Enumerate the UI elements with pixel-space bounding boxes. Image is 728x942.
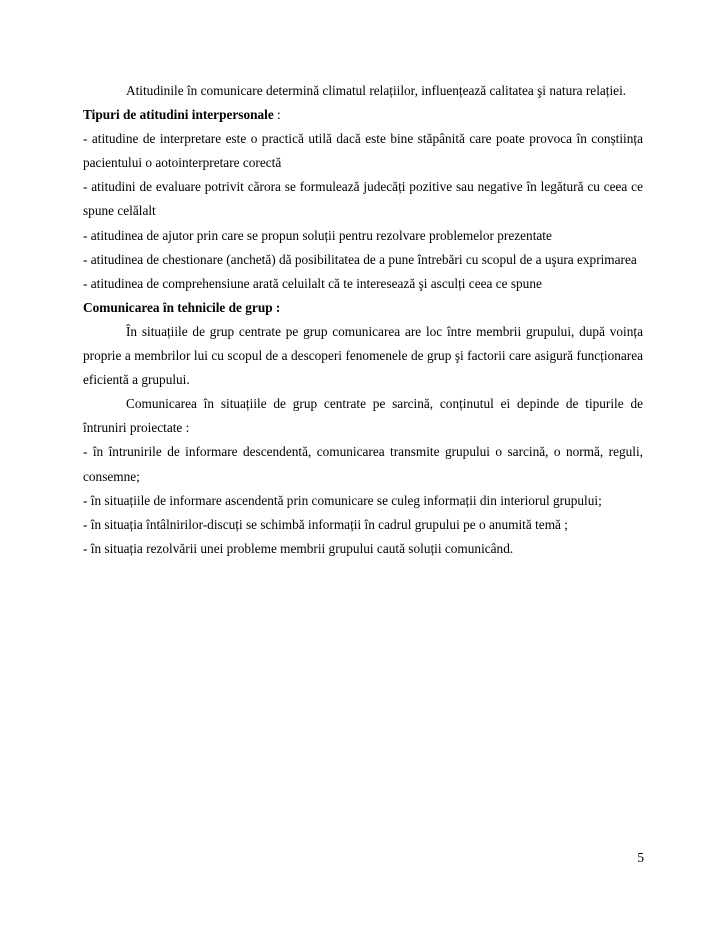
list-item-evaluation: - atitudini de evaluare potrivit cărora se formulează judecăți pozitive sau negative în legătură cu ceea ce spune celălalt	[83, 179, 643, 219]
list-item-problem-solving: - în situația rezolvării unei probleme membrii grupului caută soluții comunicând.	[83, 540, 514, 556]
heading-bold-text: Tipuri de atitudini interpersonale	[83, 107, 274, 123]
heading-group-text: Comunicarea în tehnicile de grup :	[83, 299, 281, 315]
list-item-ascending: - în situațiile de informare ascendentă prin comunicare se culeg informații din interiorul grupului;	[83, 492, 602, 508]
list-item-questioning: - atitudinea de chestionare (anchetă) dă posibilitatea de a pune întrebări cu scopul de a uşura exprimarea	[83, 251, 637, 267]
paragraph-attitudes-intro: Atitudinile în comunicare determină climatul relațiilor, influențează calitatea şi natura relației.	[126, 83, 627, 98]
list-item-interpretation: - atitudine de interpretare este o practică utilă dacă este bine stăpânită care poate provoca în conștiința pacientului o aotointerpretare corectă	[83, 131, 643, 171]
list-item-help: - atitudinea de ajutor prin care se propun soluții pentru rezolvare problemelor prezentate	[83, 227, 552, 243]
list-item-descending: - în întrunirile de informare descendentă, comunicarea transmite grupului o sarcină, o normă, reguli, consemne;	[83, 444, 643, 484]
heading-group-communication	[83, 296, 643, 320]
paragraph-group-centered: În situațiile de grup centrate pe grup comunicarea are loc între membrii grupului, după voința proprie a membrilor lui cu scopul de a descoperi fenomenele de grup şi factorii care asigură funcționarea eficientă a grupului.	[83, 323, 643, 388]
document-body	[83, 79, 643, 561]
page-number: 5	[637, 850, 644, 865]
heading-interpersonal-attitudes	[83, 103, 643, 127]
heading-colon: :	[273, 107, 281, 123]
list-item-comprehension: - atitudinea de comprehensiune arată celuilalt că te interesează şi asculți ceea ce spune	[83, 275, 542, 291]
paragraph-task-centered: Comunicarea în situațiile de grup centrate pe sarcină, conținutul ei depinde de tipurile de întruniri proiectate :	[83, 396, 643, 436]
list-item-meetings: - în situația întâlnirilor-discuți se schimbă informații în cadrul grupului pe o anumită temă ;	[83, 516, 568, 532]
